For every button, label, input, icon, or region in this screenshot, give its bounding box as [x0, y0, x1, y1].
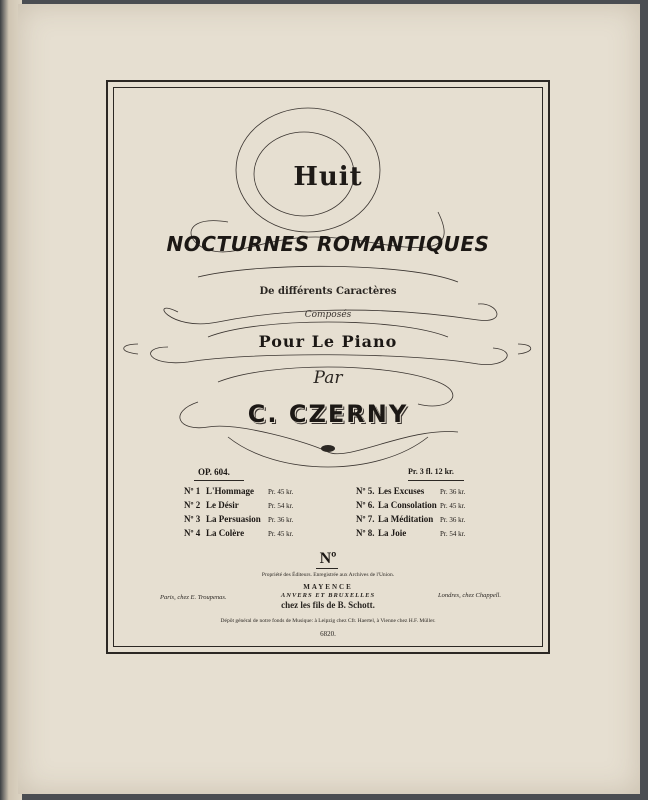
opus-number: OP. 604. [198, 467, 230, 477]
piece-title: La Joie [378, 528, 407, 538]
list-item [356, 528, 484, 542]
piece-title: La Méditation [378, 514, 434, 524]
piece-number: Nº 6. [356, 500, 375, 510]
numero-rule [316, 568, 338, 569]
list-item [184, 528, 356, 542]
paris-agent: Paris, chez E. Troupenas. [160, 594, 227, 601]
branch-cities: ANVERS ET BRUXELLES [280, 592, 376, 599]
piece-title: La Colère [206, 528, 245, 538]
piece-price: Pr. 45 kr. [440, 502, 466, 510]
piece-number: Nº 7. [356, 514, 375, 524]
piece-title: Le Désir [206, 500, 239, 510]
piece-title: L'Hommage [206, 486, 254, 496]
list-item [184, 486, 356, 500]
list-item [356, 514, 484, 528]
piece-price: Pr. 36 kr. [268, 516, 294, 524]
piece-number: Nº 2 [184, 500, 201, 510]
title-page [18, 4, 640, 794]
piece-number: Nº 5. [356, 486, 375, 496]
publisher-name: chez les fils de B. Schott. [281, 600, 375, 610]
ornament-dot [321, 445, 335, 452]
opus-rule [194, 480, 244, 481]
list-item [356, 500, 484, 514]
subtitle: De différents Caractères [259, 286, 397, 297]
copyright-notice: Propriété des Éditeurs. Enregistrée aux Archives de l'Union. [261, 572, 395, 578]
composer-name: C. CZERNY [247, 400, 409, 428]
piece-number: Nº 3 [184, 514, 201, 524]
instrument-line: Pour Le Piano [258, 332, 398, 351]
piece-price: Pr. 36 kr. [440, 488, 466, 496]
title-huit: Huit [293, 162, 363, 192]
price-rule [408, 480, 464, 481]
piece-number: Nº 4 [184, 528, 201, 538]
piece-title: La Consolation [378, 500, 437, 510]
london-agent: Londres, chez Chappell. [438, 592, 501, 599]
publisher-city: MAYENCE [303, 583, 353, 591]
main-title: NOCTURNES ROMANTIQUES [166, 232, 490, 256]
piece-price: Pr. 54 kr. [440, 530, 466, 538]
par-label: Par [313, 368, 343, 388]
piece-title: Les Excuses [378, 486, 425, 496]
depot-notice: Dépôt général de notre fonds de Musique: à Leipzig chez Cfr. Haertel, à Vienne chez H.F. Müller. [220, 618, 436, 624]
piece-list [184, 486, 484, 548]
list-item [184, 514, 356, 528]
plate-number: 6820. [320, 630, 336, 638]
piece-title: La Persuasion [206, 514, 261, 524]
piece-price: Pr. 54 kr. [268, 502, 294, 510]
numero-label: Nº [319, 550, 337, 567]
list-item [184, 500, 356, 514]
composes-label: Composés [304, 310, 352, 320]
piece-price: Pr. 45 kr. [268, 530, 294, 538]
piece-number: Nº 8. [356, 528, 375, 538]
piece-price: Pr. 45 kr. [268, 488, 294, 496]
double-border-frame [106, 80, 550, 654]
piece-price: Pr. 36 kr. [440, 516, 466, 524]
list-item [356, 486, 484, 500]
total-price: Pr. 3 fl. 12 kr. [408, 467, 454, 476]
piece-number: Nº 1 [184, 486, 201, 496]
